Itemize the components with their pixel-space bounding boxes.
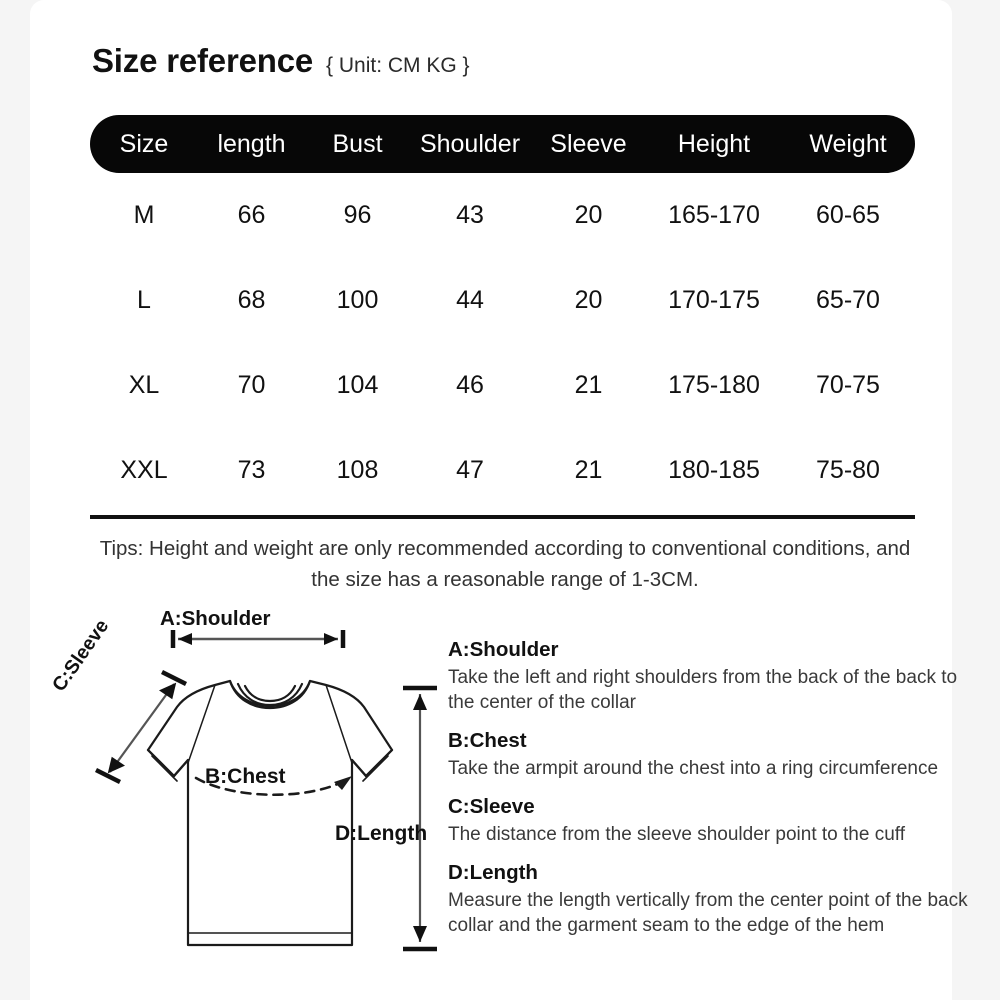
cell-sleeve: 20 xyxy=(574,201,603,229)
chest-arrowhead-icon xyxy=(334,776,352,790)
table-row xyxy=(90,428,915,513)
cell-length: 70 xyxy=(237,371,266,399)
diagram-label-shoulder: A:Shoulder xyxy=(160,607,271,630)
cell-size: M xyxy=(133,201,155,229)
column-header-height: Height xyxy=(677,129,751,158)
size-table xyxy=(90,115,915,513)
table-row xyxy=(90,173,915,258)
section-divider xyxy=(90,515,915,519)
cell-length: 73 xyxy=(237,456,266,484)
legend-term: C:Sleeve xyxy=(448,795,535,818)
column-header-length: length xyxy=(217,129,286,158)
tips-text: Tips: Height and weight are only recommended according to conventional conditions, and the size has a reasonable range of 1-3CM. xyxy=(99,537,911,591)
cell-weight: 60-65 xyxy=(816,201,880,229)
measurement-legend xyxy=(448,638,988,952)
cell-sleeve: 20 xyxy=(574,286,603,314)
cell-bust: 96 xyxy=(343,201,372,229)
cell-length: 68 xyxy=(237,286,266,314)
legend-description: Take the armpit around the chest into a ring circumference xyxy=(448,758,939,779)
cell-sleeve: 21 xyxy=(574,456,603,484)
cell-weight: 75-80 xyxy=(816,456,880,484)
page-title xyxy=(92,42,470,80)
cell-size: XL xyxy=(128,371,160,399)
legend-term: A:Shoulder xyxy=(448,638,559,661)
column-header-weight: Weight xyxy=(809,129,887,158)
legend-description: Measure the length vertically from the center point of the back collar and the garment seam to the edge of the hem xyxy=(448,890,968,936)
table-header-row xyxy=(90,115,915,173)
diagram-label-sleeve: C:Sleeve xyxy=(48,615,114,696)
cell-height: 165-170 xyxy=(668,201,760,229)
cell-shoulder: 46 xyxy=(456,371,484,399)
cell-height: 175-180 xyxy=(668,371,760,399)
legend-term: D:Length xyxy=(448,861,538,884)
diagram-label-length: D:Length xyxy=(335,822,428,845)
cell-height: 180-185 xyxy=(668,456,760,484)
cell-bust: 108 xyxy=(336,456,379,484)
cell-sleeve: 21 xyxy=(574,371,603,399)
column-header-shoulder: Shoulder xyxy=(419,129,521,158)
cell-length: 66 xyxy=(237,201,266,229)
cell-size: L xyxy=(137,286,151,314)
legend-item-length xyxy=(448,861,988,938)
cell-shoulder: 44 xyxy=(456,286,484,314)
shoulder-dimension-arrow-icon xyxy=(168,628,348,650)
length-dimension-arrow-icon xyxy=(395,684,445,954)
size-chart-card xyxy=(30,0,968,1000)
cell-weight: 65-70 xyxy=(816,286,880,314)
column-header-bust: Bust xyxy=(332,129,383,158)
title-text: Size reference xyxy=(92,42,313,79)
cell-height: 170-175 xyxy=(668,286,760,314)
table-row xyxy=(90,343,915,428)
legend-item-shoulder xyxy=(448,638,988,715)
diagram-label-chest: B:Chest xyxy=(205,765,286,788)
cell-size: XXL xyxy=(120,456,168,484)
cell-shoulder: 47 xyxy=(456,456,484,484)
legend-item-chest xyxy=(448,729,988,781)
unit-note: { Unit: CM KG } xyxy=(326,54,470,77)
cell-shoulder: 43 xyxy=(456,201,484,229)
legend-item-sleeve xyxy=(448,795,988,847)
table-row xyxy=(90,258,915,343)
legend-description: Take the left and right shoulders from the back of the back to the center of the collar xyxy=(448,667,958,713)
cell-bust: 104 xyxy=(336,371,379,399)
sleeve-dimension-arrow-icon xyxy=(90,662,210,792)
legend-term: B:Chest xyxy=(448,729,527,752)
cell-weight: 70-75 xyxy=(816,371,880,399)
column-header-sleeve: Sleeve xyxy=(550,129,627,158)
cell-bust: 100 xyxy=(336,286,379,314)
column-header-size: Size xyxy=(119,129,169,158)
legend-description: The distance from the sleeve shoulder point to the cuff xyxy=(448,824,905,845)
